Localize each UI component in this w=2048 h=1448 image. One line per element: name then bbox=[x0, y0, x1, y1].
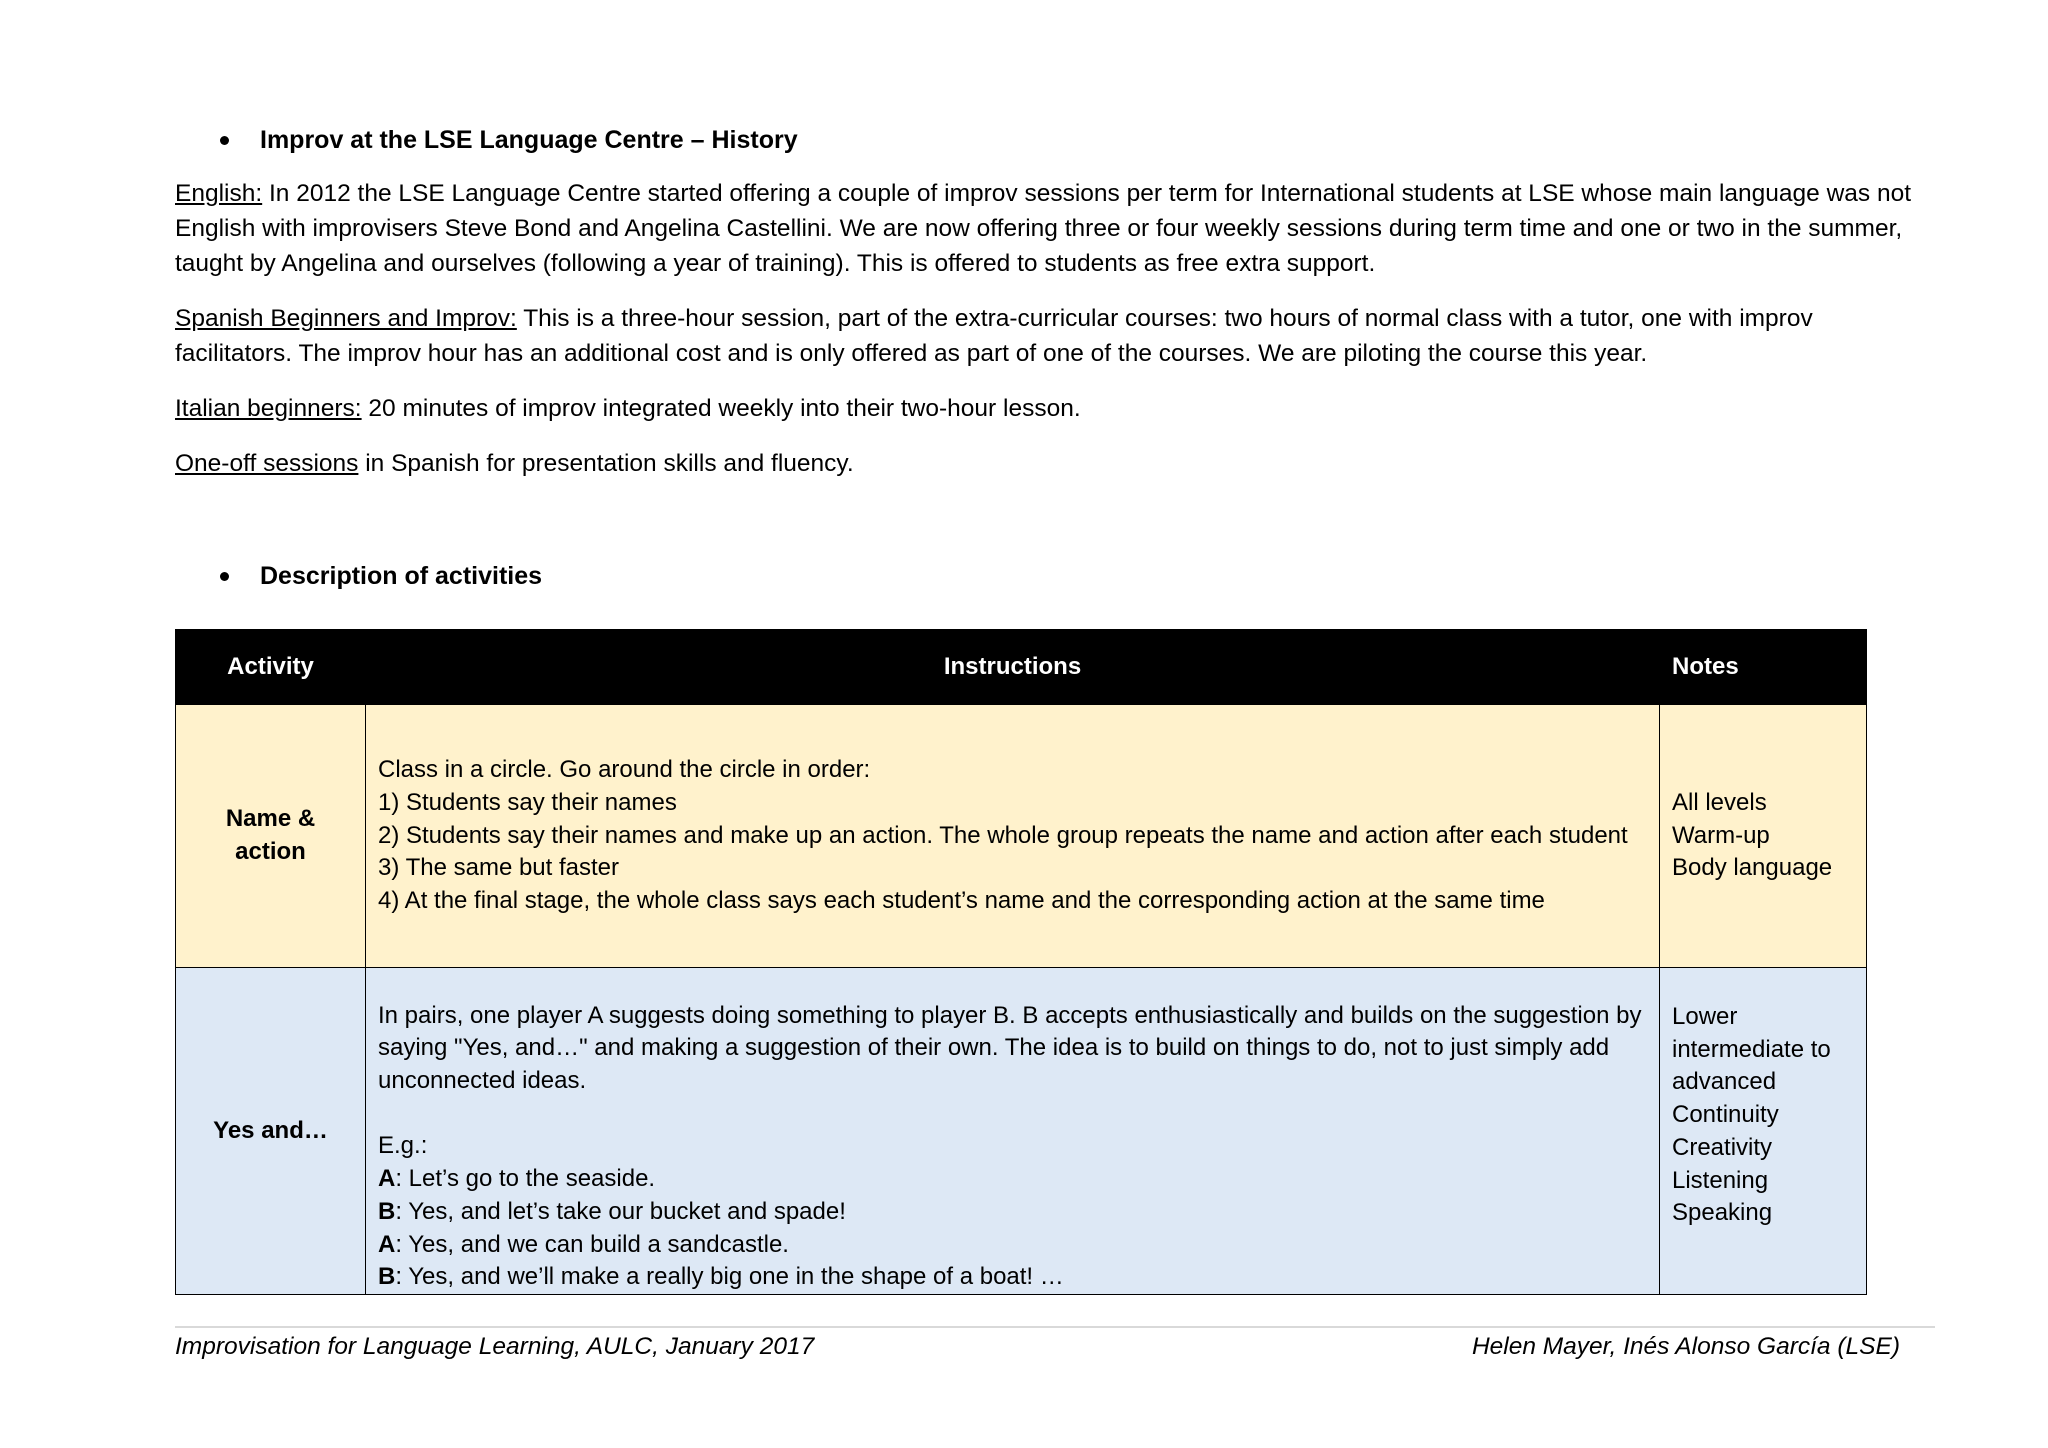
paragraph-one-off bbox=[175, 446, 1920, 481]
header-notes: Notes bbox=[1660, 630, 1867, 705]
bullet-icon bbox=[220, 136, 229, 145]
history-heading-text: Improv at the LSE Language Centre – History bbox=[260, 125, 798, 154]
notes-cell bbox=[1660, 705, 1867, 968]
instruction-line: 2) Students say their names and make up an action. The whole group repeats the name and action after each student bbox=[378, 821, 1628, 849]
dialogue-text: : Yes, and we can build a sandcastle. bbox=[395, 1230, 789, 1258]
paragraph-text: in Spanish for presentation skills and fluency. bbox=[358, 450, 854, 477]
table-row bbox=[176, 705, 1867, 968]
paragraph-spanish bbox=[175, 301, 1920, 371]
instruction-line: 4) At the final stage, the whole class says each student’s name and the corresponding action at the same time bbox=[378, 887, 1545, 915]
footer-right: Helen Mayer, Inés Alonso García (LSE) bbox=[1471, 1333, 1900, 1360]
activities-heading-text: Description of activities bbox=[260, 561, 543, 590]
activities-heading bbox=[220, 556, 542, 596]
footer-divider bbox=[175, 1326, 1935, 1328]
instructions-cell bbox=[366, 968, 1660, 1295]
activities-table bbox=[175, 629, 1867, 1295]
paragraph-lead: Spanish Beginners and Improv: bbox=[175, 305, 517, 332]
paragraph-english bbox=[175, 176, 1920, 281]
note-line: Creativity bbox=[1672, 1133, 1773, 1161]
bullet-icon bbox=[220, 572, 229, 581]
example-label: E.g.: bbox=[378, 1132, 428, 1160]
header-activity: Activity bbox=[176, 630, 366, 705]
table-header-row bbox=[176, 630, 1867, 705]
paragraph-text: In 2012 the LSE Language Centre started offering a couple of improv sessions per term for International students at LSE whose main language was not English with improvisers Steve Bond and Angelina Castellini. We are now offering three or four weekly sessions during term time and one or two in the summer, taught by Angelina and ourselves (following a year of training). This is offered to students as free extra support. bbox=[175, 180, 1912, 277]
activity-name: Yes and… bbox=[213, 1116, 328, 1144]
speaker-label: B bbox=[378, 1263, 396, 1291]
activity-cell bbox=[176, 968, 366, 1295]
instruction-line: 3) The same but faster bbox=[378, 854, 620, 882]
note-line: All levels bbox=[1672, 788, 1767, 816]
note-line: Continuity bbox=[1672, 1101, 1779, 1129]
dialogue-line bbox=[378, 1163, 1647, 1196]
instruction-intro: In pairs, one player A suggests doing something to player B. B accepts enthusiastically and builds on the suggestion by saying "Yes, and…" and making a suggestion of their own. The idea is to build on things to do, not to just simply add unconnected ideas. bbox=[378, 1001, 1642, 1095]
paragraph-lead: One-off sessions bbox=[175, 450, 359, 477]
note-line: Listening bbox=[1672, 1166, 1769, 1194]
note-line: Speaking bbox=[1672, 1199, 1773, 1227]
paragraph-text: 20 minutes of improv integrated weekly into their two-hour lesson. bbox=[361, 395, 1081, 422]
instruction-line: 1) Students say their names bbox=[378, 788, 677, 816]
dialogue-text: : Yes, and we’ll make a really big one in the shape of a boat! … bbox=[395, 1263, 1064, 1291]
dialogue-line bbox=[378, 1261, 1647, 1294]
table-row bbox=[176, 968, 1867, 1295]
speaker-label: A bbox=[378, 1230, 396, 1258]
activity-cell bbox=[176, 705, 366, 968]
footer-left: Improvisation for Language Learning, AULC, January 2017 bbox=[175, 1333, 815, 1360]
dialogue-line bbox=[378, 1229, 1647, 1262]
paragraph-text: This is a three-hour session, part of the extra-curricular courses: two hours of normal class with a tutor, one with improv facilitators. The improv hour has an additional cost and is only offered as part of one of the courses. We are piloting the course this year. bbox=[175, 305, 1813, 367]
dialogue-text: : Yes, and let’s take our bucket and spade! bbox=[395, 1197, 846, 1225]
notes-cell bbox=[1660, 968, 1867, 1295]
dialogue-text: : Let’s go to the seaside. bbox=[395, 1165, 656, 1193]
header-instructions: Instructions bbox=[366, 630, 1660, 705]
paragraph-italian bbox=[175, 391, 1920, 426]
dialogue-line bbox=[378, 1196, 1647, 1229]
activity-name: Name & action bbox=[225, 805, 316, 865]
history-heading bbox=[220, 120, 798, 160]
paragraph-lead: Italian beginners: bbox=[175, 395, 362, 422]
instruction-line: Class in a circle. Go around the circle in order: bbox=[378, 756, 871, 784]
speaker-label: B bbox=[378, 1197, 396, 1225]
note-line: Warm-up bbox=[1672, 821, 1770, 849]
paragraph-lead: English: bbox=[175, 180, 263, 207]
note-line: Body language bbox=[1672, 854, 1833, 882]
instructions-cell bbox=[366, 705, 1660, 968]
note-line: Lower intermediate to advanced bbox=[1672, 1003, 1831, 1096]
speaker-label: A bbox=[378, 1165, 396, 1193]
